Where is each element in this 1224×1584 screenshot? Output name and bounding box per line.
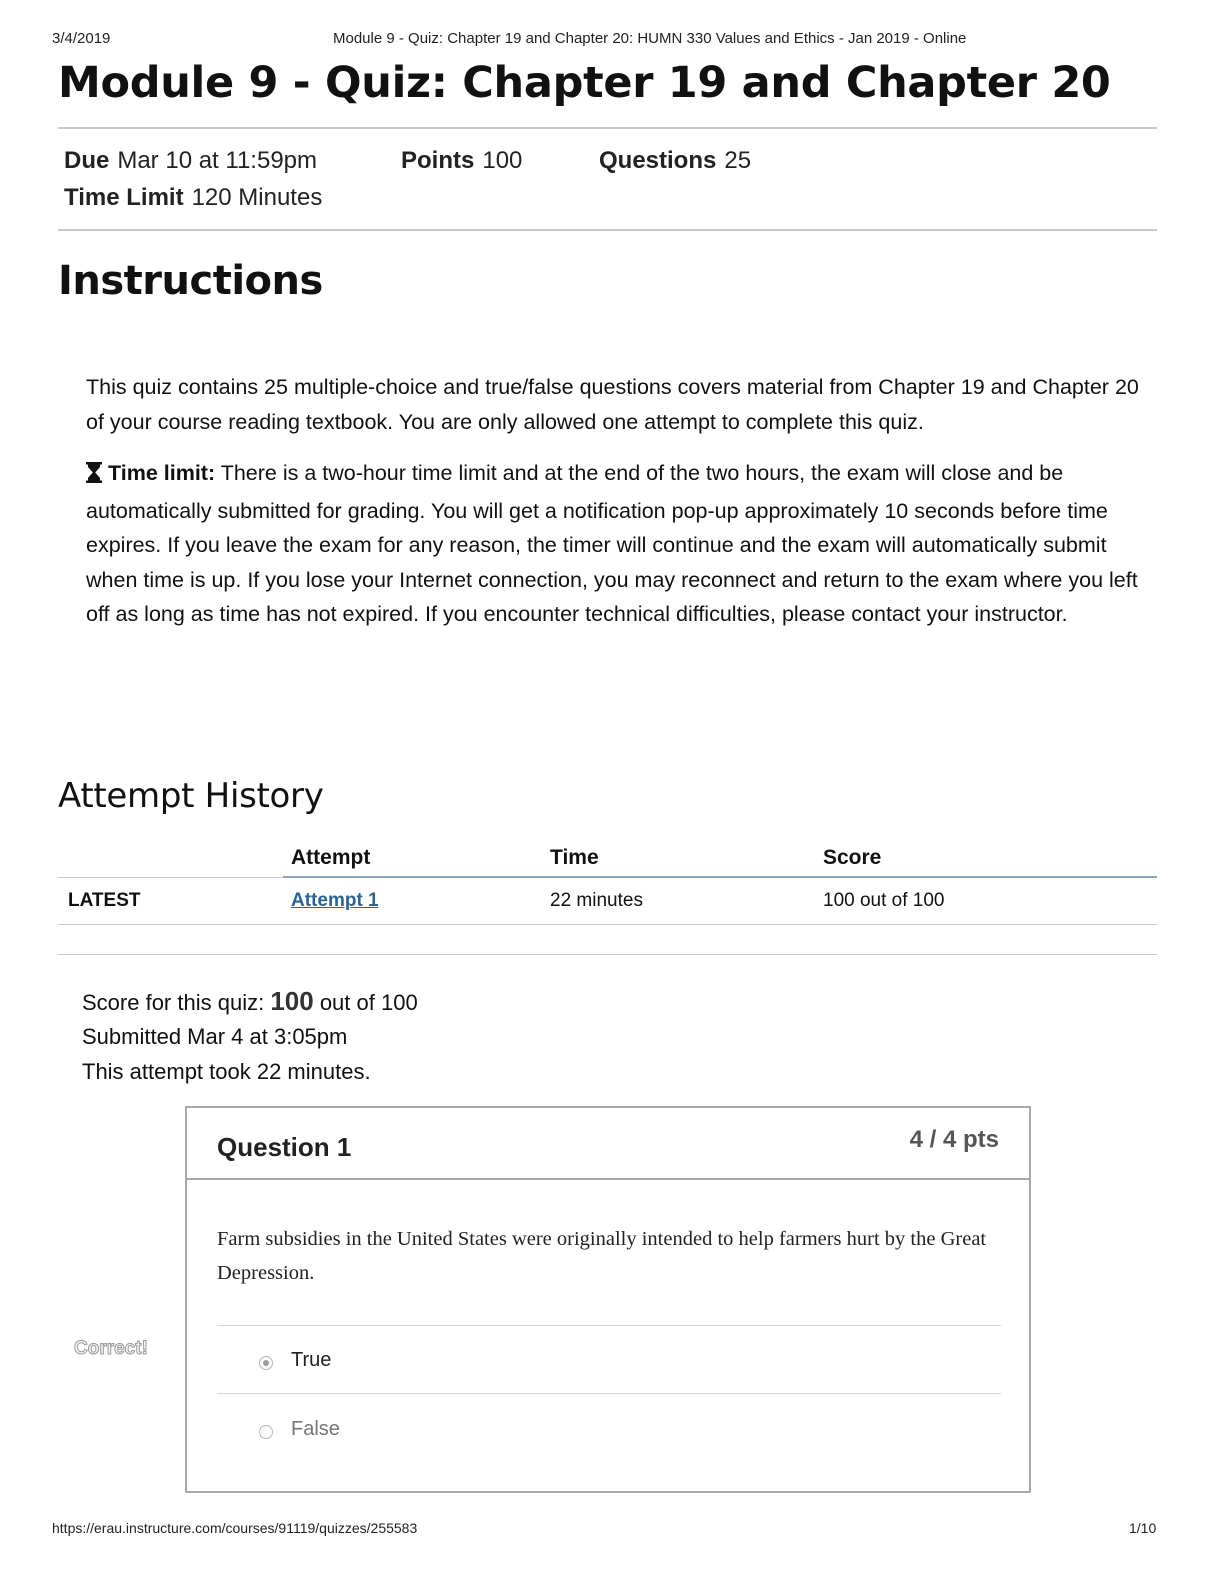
radio-unselected-icon[interactable] — [259, 1425, 273, 1439]
score-suffix: out of 100 — [313, 990, 418, 1015]
question-text: Farm subsidies in the United States were originally intended to help farmers hurt by the Great Depression. — [217, 1228, 987, 1284]
instructions-paragraph: This quiz contains 25 multiple-choice and true/false questions covers material from Chapter 19 and Chapter 20 of your course reading textbook. You are only allowed one attempt to complete this quiz. — [86, 375, 1139, 434]
question-title: Question 1 — [217, 1132, 352, 1162]
page-title: Module 9 - Quiz: Chapter 19 and Chapter 20 — [58, 58, 1111, 108]
due-value: Mar 10 at 11:59pm — [117, 147, 318, 174]
print-date: 3/4/2019 — [52, 30, 111, 47]
instructions-heading: Instructions — [58, 258, 323, 304]
latest-tag: LATEST — [68, 890, 141, 911]
questions-info — [599, 147, 751, 175]
attempt-score: 100 out of 100 — [823, 890, 945, 911]
divider — [58, 127, 1157, 129]
questions-value: 25 — [724, 147, 752, 174]
table-rule — [58, 924, 1157, 925]
page-number: 1/10 — [1129, 1520, 1157, 1536]
time-limit-info — [64, 184, 322, 212]
question-card — [185, 1106, 1031, 1493]
attempt-time: 22 minutes — [550, 890, 643, 911]
column-header-score: Score — [823, 846, 882, 869]
correct-indicator: Correct! — [66, 1330, 166, 1372]
score-prefix: Score for this quiz: — [82, 990, 271, 1015]
hourglass-icon — [86, 459, 102, 494]
duration-line: This attempt took 22 minutes. — [82, 1059, 371, 1084]
question-header — [187, 1108, 1029, 1180]
time-limit-text: There is a two-hour time limit and at the end of the two hours, the exam will close and be automatically submitted for grading. You will get a notification pop-up approximately 10 seconds before time expires. If you leave the exam for any reason, the timer will continue and the exam will automatically submit when time is up. If you lose your Internet connection, you may reconnect and return to the exam where you left off as long as time has not expired. If you encounter technical difficulties, please contact your instructor. — [86, 461, 1138, 626]
time-limit-label: Time Limit — [64, 184, 184, 211]
print-title: Module 9 - Quiz: Chapter 19 and Chapter 20: HUMN 330 Values and Ethics - Jan 2019 - Online — [333, 30, 967, 47]
attempt-1-link[interactable]: Attempt 1 — [291, 890, 379, 911]
divider — [58, 954, 1157, 955]
table-header-accent — [283, 876, 1157, 878]
column-header-time: Time — [550, 846, 599, 869]
questions-label: Questions — [599, 147, 717, 174]
points-info — [401, 147, 522, 175]
question-points: 4 / 4 pts — [909, 1126, 999, 1153]
divider — [58, 229, 1157, 231]
time-limit-value: 120 Minutes — [191, 184, 323, 211]
option-divider — [217, 1325, 1001, 1326]
print-url: https://erau.instructure.com/courses/91119/quizzes/255583 — [52, 1520, 418, 1536]
points-label: Points — [401, 147, 475, 174]
due-label: Due — [64, 147, 110, 174]
score-line — [82, 986, 418, 1017]
points-value: 100 — [482, 147, 523, 174]
option-label: True — [291, 1349, 332, 1371]
due-info — [64, 147, 317, 175]
column-header-attempt: Attempt — [291, 846, 371, 869]
submitted-line: Submitted Mar 4 at 3:05pm — [82, 1024, 348, 1049]
attempt-history-heading: Attempt History — [58, 776, 324, 816]
score-value: 100 — [270, 986, 314, 1016]
time-limit-strong: Time limit: — [108, 461, 216, 485]
radio-selected-icon[interactable] — [259, 1356, 273, 1370]
option-divider — [217, 1393, 1001, 1394]
time-limit-paragraph — [86, 456, 1146, 632]
option-label: False — [291, 1418, 340, 1440]
